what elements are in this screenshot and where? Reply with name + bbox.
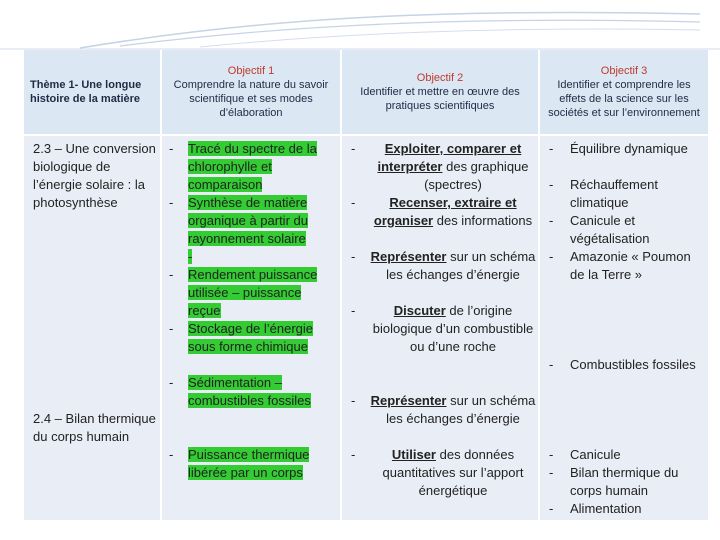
bullet: -: [169, 141, 174, 156]
objective-1-column: [162, 136, 342, 522]
header-objective-1: [162, 50, 342, 136]
obj1-stray-dash: -: [188, 249, 193, 264]
obj2-item-representer-2-keyword: Représenter: [370, 393, 447, 408]
bullet: -: [351, 447, 356, 462]
obj2-item-discuter-keyword: Discuter: [393, 303, 446, 318]
objective-3: [540, 64, 708, 120]
obj2-item-representer-2: [370, 392, 536, 428]
objective-1: [162, 64, 340, 120]
bullet: -: [549, 465, 554, 480]
curriculum-table: [24, 50, 710, 522]
obj1-item-puissance-thermique-text: Puissance thermique libérée par un corps: [188, 447, 310, 480]
theme-bilan-thermique: 2.4 – Bilan thermique du corps humain: [33, 411, 156, 444]
theme-photosynthese: 2.3 – Une conversion biologique de l’énergie solaire : la photosynthèse: [33, 141, 156, 210]
bullet: -: [549, 141, 554, 156]
bullet: -: [549, 357, 554, 372]
obj2-item-recenser-keyword: Recenser, extraire et organiser: [373, 195, 517, 228]
obj3-item-equilibre: Équilibre dynamique: [570, 141, 688, 156]
obj2-item-utiliser: [370, 446, 536, 500]
obj3-item-bilan-thermique: Bilan thermique du corps humain: [570, 465, 679, 498]
objective-1-title: Objectif 1: [227, 65, 275, 77]
bullet: -: [549, 501, 554, 516]
bullet: -: [169, 375, 174, 390]
obj2-item-discuter-text: de l’origine biologique d’un combustible ou d’une roche: [372, 303, 534, 354]
obj3-item-canicule-vegetalisation: Canicule et végétalisation: [570, 213, 650, 246]
obj2-item-utiliser-text: des données quantitatives sur l’apport énergétique: [382, 447, 524, 498]
bullet: -: [169, 447, 174, 462]
objective-2-column: [342, 136, 540, 522]
theme-column: [24, 136, 162, 522]
obj2-item-recenser-text: des informations: [433, 213, 533, 228]
objective-2-title: Objectif 2: [416, 72, 464, 84]
header-theme: [24, 50, 162, 136]
bullet: -: [351, 195, 356, 210]
decorative-swoosh: [0, 0, 720, 50]
obj1-item-stockage-text: Stockage de l’énergie sous forme chimique: [188, 321, 314, 354]
bullet: -: [549, 447, 554, 462]
obj1-item-spectre: [188, 140, 328, 194]
obj3-item-amazonie: Amazonie « Poumon de la Terre »: [570, 249, 691, 282]
obj2-item-discuter: [370, 302, 536, 356]
obj2-item-utiliser-keyword: Utiliser: [391, 447, 436, 462]
objective-3-desc: Identifier et comprendre les effets de la science sur les sociétés et sur l’environnement: [548, 79, 700, 119]
obj1-item-rendement-text: Rendement puissance utilisée – puissance reçue: [188, 267, 318, 318]
objective-2-desc: Identifier et mettre en œuvre des pratiques scientifiques: [360, 86, 520, 112]
obj3-item-combustibles: Combustibles fossiles: [570, 357, 696, 372]
objective-1-desc: Comprendre la nature du savoir scientifique et ses modes d’élaboration: [173, 79, 329, 119]
obj2-item-exploiter-text: des graphique (spectres): [424, 159, 529, 192]
objective-3-column: [540, 136, 710, 522]
obj1-item-synthese-text: Synthèse de matière organique à partir du rayonnement solaire: [188, 195, 308, 246]
bullet: -: [169, 267, 174, 282]
bullet: -: [169, 321, 174, 336]
obj2-item-recenser: [370, 194, 536, 230]
bullet: -: [351, 141, 356, 156]
obj1-item-sedimentation: [188, 374, 328, 410]
header-theme-text: Thème 1- Une longue histoire de la matière: [30, 79, 142, 105]
header-objective-2: [342, 50, 540, 136]
bullet: -: [351, 393, 356, 408]
obj2-item-representer-1-text: sur un schéma les échanges d’énergie: [386, 249, 536, 282]
obj1-item-puissance-thermique: [188, 446, 328, 482]
bullet: -: [549, 213, 554, 228]
obj3-item-canicule: Canicule: [570, 447, 621, 462]
obj1-item-synthese: [188, 194, 328, 266]
obj2-item-exploiter-keyword: Exploiter, comparer et interpréter: [377, 141, 522, 174]
obj2-item-representer-2-text: sur un schéma les échanges d’énergie: [386, 393, 536, 426]
header-objective-3: [540, 50, 710, 136]
bullet: -: [351, 303, 356, 318]
bullet: -: [169, 195, 174, 210]
obj1-item-rendement: [188, 266, 328, 320]
objective-3-title: Objectif 3: [600, 65, 648, 77]
bullet: -: [351, 249, 356, 264]
obj3-item-rechauffement: Réchauffement climatique: [570, 177, 658, 210]
obj1-item-stockage: [188, 320, 328, 356]
obj2-item-representer-1-keyword: Représenter: [370, 249, 447, 264]
bullet: -: [549, 249, 554, 264]
objective-2: [342, 71, 538, 113]
obj3-item-alimentation: Alimentation: [570, 501, 642, 516]
obj2-item-exploiter: [370, 140, 536, 194]
bullet: -: [549, 177, 554, 192]
obj2-item-representer-1: [370, 248, 536, 284]
obj1-item-sedimentation-text: Sédimentation – combustibles fossiles: [188, 375, 311, 408]
obj1-item-spectre-text: Tracé du spectre de la chlorophylle et comparaison: [188, 141, 317, 192]
